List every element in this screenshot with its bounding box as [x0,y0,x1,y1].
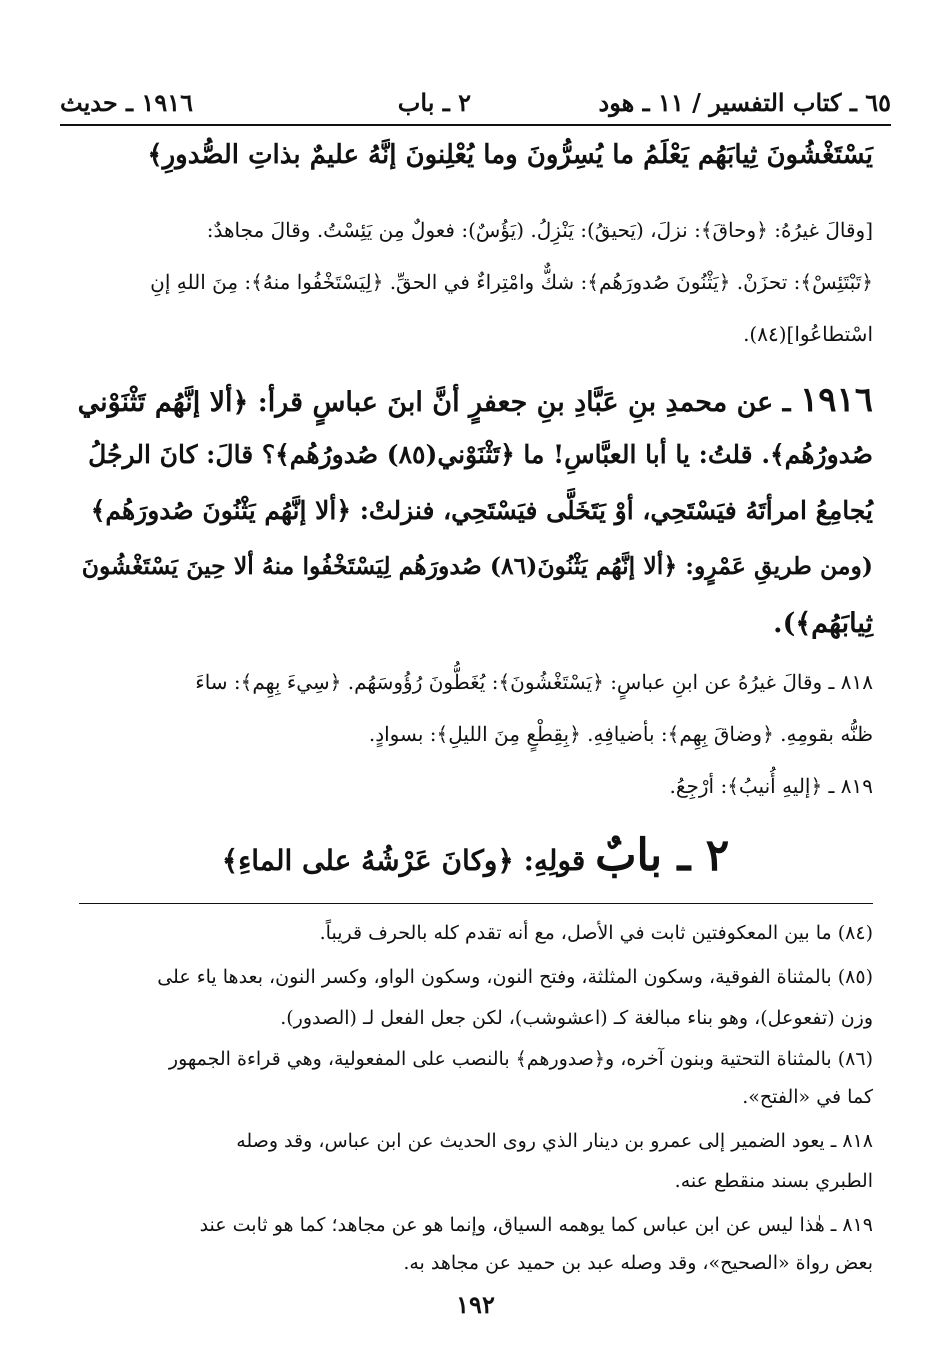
footnote-line: (٨٤) ما بين المعكوفتين ثابت في الأصل، مع أنه تقدم كله بالحرف قريباً. [319,922,873,944]
footnote-line: الطبري بسند منقطع عنه. [674,1170,873,1192]
hadith-line: ثِيابَهُم﴾). [773,608,873,639]
page-header [60,82,891,126]
hadith-line [78,380,873,420]
commentary-line: [وقالَ غيرُهُ: ﴿وحاقَ﴾: نزلَ، (يَحيقُ): يَنْزِلُ. (يَؤُسٌ): فعولٌ مِن يَئِسْتُ. وقالَ مجاهدٌ: [206,218,873,242]
note-line: ٨١٩ ـ ﴿إليهِ أُنيبُ﴾: أرْجِعُ. [669,774,873,798]
footnote-divider [79,903,873,904]
footnote-line: وزن (تفعوعل)، وهو بناء مبالغة كـ (اعشوشب)، لكن جعل الفعل لـ (الصدور). [280,1007,873,1029]
footnote-line: ٨١٨ ـ يعود الضمير إلى عمرو بن دينار الذي روى الحديث عن ابن عباس، وقد وصله [236,1130,873,1152]
hadith-number: ١٩١٦ [799,380,873,420]
hadith-text: ـ عن محمدِ بنِ عَبَّادِ بنِ جعفرٍ أنَّ ابنَ عباسٍ قرأ: ﴿ألا إنَّهُم تَثْنَوْني [77,387,800,418]
quran-verse-line: يَسْتَغْشُونَ ثِيابَهُم يَعْلَمُ ما يُسِرُّونَ وما يُعْلِنونَ إنَّهُ عليمٌ بذاتِ الصُّدورِ﴾ [147,140,873,170]
commentary-line: اسْتطاعُوا](٨٤). [743,322,873,346]
commentary-line: ﴿تَبْتَئِسْ﴾: تحزَنْ. ﴿يَثْنُونَ صُدورَهُم﴾: شكٌّ وامْتِراءٌ في الحقِّ. ﴿لِيَسْتَخْفُوا منهُ﴾: مِنَ اللهِ إنِ [150,270,873,294]
header-hadith-number: ١٩١٦ ـ حديث [60,88,193,117]
hadith-line: (ومن طريقِ عَمْرٍو: ﴿ألا إنَّهُم يَثْنُونَ(٨٦) صُدورَهُم لِيَسْتَخْفُوا منهُ ألا حِينَ يَسْتَغْشُونَ [81,552,873,580]
header-chapter: ٦٥ ـ كتاب التفسير / ١١ ـ هود [598,88,891,117]
footnote-line: (٨٥) بالمثناة الفوقية، وسكون المثلثة، وفتح النون، وسكون الواو، وكسر النون، بعدها ياء على [157,966,873,988]
bab-title: قولِهِ: ﴿وكانَ عَرْشُهُ على الماءِ﴾ [221,844,596,877]
hadith-line: يُجامِعُ امرأتَهُ فيَسْتَحِي، أوْ يَتَخَلَّى فيَسْتَحِي، فنزلتْ: ﴿ألا إنَّهُم يَثْنُونَ صُدورَهُم﴾ [90,496,873,525]
bab-label: ٢ ـ بابٌ [595,830,730,881]
page-number: ١٩٢ [456,1290,495,1319]
note-line: ٨١٨ ـ وقالَ غيرُهُ عن ابنِ عباسٍ: ﴿يَسْتَغْشُونَ﴾: يُغَطُّونَ رُؤُوسَهُم. ﴿سِيءَ بِهِم﴾: ساءَ [195,670,873,694]
hadith-line: صُدورُهُم﴾. قلتُ: يا أبا العبَّاسِ! ما ﴿تَثْنَوْني(٨٥) صُدورُهُم﴾؟ قالَ: كانَ الرجُلُ [88,440,873,469]
footnote-line: بعض رواة «الصحيح»، وقد وصله عبد بن حميد عن مجاهد به. [403,1252,873,1274]
footnote-line: كما في «الفتح». [742,1086,873,1108]
note-line: ظنُّه بقومِهِ. ﴿وضاقَ بِهِم﴾: بأضيافِهِ. ﴿بِقِطْعٍ مِنَ الليلِ﴾: بسوادٍ. [368,722,873,746]
footnote-line: (٨٦) بالمثناة التحتية وبنون آخره، و﴿صدورهم﴾ بالنصب على المفعولية، وهي قراءة الجمهور [168,1048,873,1070]
footnote-line: ٨١٩ ـ هٰذا ليس عن ابن عباس كما يوهمه السياق، وإنما هو عن مجاهد؛ كما هو ثابت عند [199,1214,873,1236]
bab-heading [78,830,873,881]
header-section: ٢ ـ باب [397,88,471,117]
